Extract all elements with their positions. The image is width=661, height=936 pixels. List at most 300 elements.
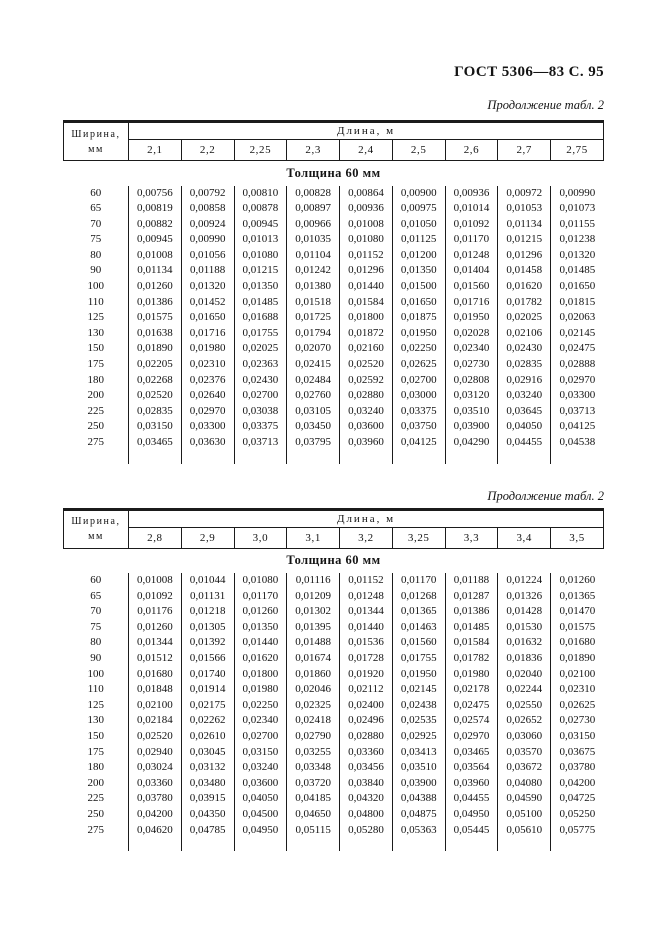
volume-value: 0,02025 [498, 310, 551, 326]
volume-value: 0,01485 [234, 295, 287, 311]
volume-value: 0,04500 [234, 807, 287, 823]
volume-value: 0,02880 [340, 729, 393, 745]
volume-value: 0,02835 [129, 404, 182, 420]
width-value: 65 [64, 589, 129, 605]
volume-value: 0,01008 [340, 217, 393, 233]
volume-value: 0,02106 [498, 326, 551, 342]
width-value: 150 [64, 729, 129, 745]
table-row [64, 776, 604, 792]
volume-value: 0,01152 [340, 248, 393, 264]
length-column-header: 2,6 [445, 140, 498, 161]
table-body [64, 186, 604, 464]
volume-value: 0,01980 [234, 682, 287, 698]
volume-value: 0,04725 [559, 792, 596, 805]
volume-value: 0,00945 [129, 232, 182, 248]
volume-value: 0,03375 [234, 419, 287, 435]
volume-value: 0,01728 [340, 651, 393, 667]
volume-value: 0,04800 [340, 807, 393, 823]
volume-value: 0,03840 [340, 776, 393, 792]
page-title: ГОСТ 5306—83 С. 95 [454, 64, 604, 80]
width-value: 180 [64, 373, 129, 389]
volume-value: 0,04950 [234, 823, 287, 839]
volume-value: 0,02888 [559, 358, 596, 371]
length-column-header: 2,25 [234, 140, 287, 161]
width-value: 70 [64, 217, 129, 233]
tail-cell [129, 838, 182, 851]
table-row [64, 760, 604, 776]
volume-value: 0,01260 [234, 604, 287, 620]
volume-value: 0,02100 [559, 667, 596, 680]
volume-value: 0,01518 [287, 295, 340, 311]
volume-value: 0,02535 [392, 713, 445, 729]
volume-value: 0,01950 [392, 667, 445, 683]
table-tail-row [64, 838, 604, 851]
volume-value: 0,02145 [392, 682, 445, 698]
volume-value: 0,01200 [392, 248, 445, 264]
width-value: 275 [64, 823, 129, 839]
volume-value: 0,03255 [287, 745, 340, 761]
dimension-table-2 [63, 508, 604, 852]
volume-value: 0,01296 [498, 248, 551, 264]
volume-value: 0,03000 [392, 388, 445, 404]
tail-cell [340, 451, 393, 464]
volume-value: 0,01575 [129, 310, 182, 326]
volume-value: 0,01440 [234, 635, 287, 651]
volume-value: 0,03713 [234, 435, 287, 451]
volume-value: 0,01458 [498, 263, 551, 279]
table-row [64, 620, 604, 636]
width-header [64, 509, 129, 548]
volume-value: 0,01530 [498, 620, 551, 636]
width-value: 100 [64, 279, 129, 295]
volume-value: 0,03132 [181, 760, 234, 776]
volume-value: 0,01755 [234, 326, 287, 342]
volume-value: 0,01215 [498, 232, 551, 248]
table-row [64, 404, 604, 420]
volume-value: 0,01920 [340, 667, 393, 683]
width-header-label: Ширина, [71, 128, 121, 140]
volume-value: 0,01008 [129, 573, 182, 589]
tail-cell [64, 838, 129, 851]
length-column-header: 3,5 [551, 527, 604, 548]
volume-value: 0,01452 [181, 295, 234, 311]
volume-value: 0,03465 [445, 745, 498, 761]
volume-value: 0,02325 [287, 698, 340, 714]
volume-value: 0,01134 [498, 217, 551, 233]
table-row [64, 589, 604, 605]
volume-value: 0,02700 [234, 388, 287, 404]
volume-value: 0,02438 [392, 698, 445, 714]
volume-value: 0,02046 [287, 682, 340, 698]
volume-value: 0,02250 [392, 341, 445, 357]
volume-value: 0,02640 [181, 388, 234, 404]
header-row-1 [64, 509, 604, 527]
volume-value: 0,01872 [340, 326, 393, 342]
volume-value: 0,05363 [392, 823, 445, 839]
tail-cell [234, 838, 287, 851]
volume-value: 0,02340 [234, 713, 287, 729]
table-row [64, 295, 604, 311]
thickness-title: Толщина 60 мм [286, 553, 381, 568]
width-value: 275 [64, 435, 129, 451]
width-value: 60 [64, 573, 129, 589]
volume-value: 0,01500 [392, 279, 445, 295]
volume-value: 0,01890 [559, 652, 596, 665]
volume-value: 0,03780 [559, 761, 596, 774]
volume-value: 0,01485 [559, 264, 596, 277]
volume-value: 0,04590 [498, 791, 551, 807]
length-column-header: 2,5 [392, 140, 445, 161]
volume-value: 0,01188 [445, 573, 498, 589]
volume-value: 0,04290 [445, 435, 498, 451]
table-row [64, 823, 604, 839]
volume-value: 0,01014 [445, 201, 498, 217]
volume-value: 0,01512 [129, 651, 182, 667]
volume-value: 0,05100 [498, 807, 551, 823]
volume-value: 0,02178 [445, 682, 498, 698]
volume-value: 0,05250 [559, 808, 596, 820]
volume-value: 0,01716 [445, 295, 498, 311]
table-row [64, 326, 604, 342]
volume-value: 0,00972 [498, 186, 551, 202]
tail-cell [498, 451, 551, 464]
thickness-title: Толщина 60 мм [286, 165, 381, 180]
volume-value: 0,01050 [392, 217, 445, 233]
volume-value: 0,01428 [498, 604, 551, 620]
volume-value: 0,01013 [234, 232, 287, 248]
length-column-header: 3,25 [392, 527, 445, 548]
volume-value: 0,00900 [392, 186, 445, 202]
volume-value: 0,01815 [559, 295, 596, 308]
table-row [64, 667, 604, 683]
volume-value: 0,01860 [287, 667, 340, 683]
width-value: 90 [64, 651, 129, 667]
volume-value: 0,02415 [287, 357, 340, 373]
volume-value: 0,01053 [498, 201, 551, 217]
table-row [64, 682, 604, 698]
width-value: 125 [64, 698, 129, 714]
tail-cell [287, 451, 340, 464]
volume-value: 0,02520 [340, 357, 393, 373]
table-row [64, 745, 604, 761]
volume-value: 0,00864 [340, 186, 393, 202]
volume-value: 0,02730 [445, 357, 498, 373]
volume-value: 0,00966 [287, 217, 340, 233]
volume-value: 0,01980 [181, 341, 234, 357]
volume-value: 0,01080 [340, 232, 393, 248]
volume-value: 0,01248 [445, 248, 498, 264]
table-row [64, 573, 604, 589]
volume-value: 0,03564 [445, 760, 498, 776]
length-header: Длина, м [129, 122, 604, 140]
volume-value: 0,02262 [181, 713, 234, 729]
volume-value: 0,01485 [445, 620, 498, 636]
volume-value: 0,04050 [498, 419, 551, 435]
volume-value: 0,04050 [234, 791, 287, 807]
volume-value: 0,01248 [340, 589, 393, 605]
length-column-header: 2,9 [181, 527, 234, 548]
volume-value: 0,00792 [181, 186, 234, 202]
volume-value: 0,04320 [340, 791, 393, 807]
volume-value: 0,04350 [181, 807, 234, 823]
volume-value: 0,02916 [498, 373, 551, 389]
volume-value: 0,01395 [287, 620, 340, 636]
volume-value: 0,05775 [559, 823, 596, 836]
volume-value: 0,03675 [559, 745, 596, 758]
volume-value: 0,00975 [392, 201, 445, 217]
volume-value: 0,03024 [129, 760, 182, 776]
table-row [64, 201, 604, 217]
volume-value: 0,03240 [498, 388, 551, 404]
tail-cell [445, 451, 498, 464]
table-row [64, 698, 604, 714]
volume-value: 0,01170 [392, 573, 445, 589]
volume-value: 0,03510 [392, 760, 445, 776]
width-value: 150 [64, 341, 129, 357]
width-value: 60 [64, 186, 129, 202]
volume-value: 0,01848 [129, 682, 182, 698]
table-row [64, 186, 604, 202]
volume-value: 0,01716 [181, 326, 234, 342]
volume-value: 0,02700 [392, 373, 445, 389]
width-value: 225 [64, 404, 129, 420]
volume-value: 0,02574 [445, 713, 498, 729]
volume-value: 0,01575 [559, 620, 596, 633]
volume-value: 0,03510 [445, 404, 498, 420]
width-value: 80 [64, 248, 129, 264]
tail-cell [129, 451, 182, 464]
volume-value: 0,05610 [498, 823, 551, 839]
tail-cell [392, 838, 445, 851]
table-section-2 [63, 489, 604, 852]
table-row [64, 341, 604, 357]
volume-value: 0,01674 [287, 651, 340, 667]
volume-value: 0,01404 [445, 263, 498, 279]
volume-value: 0,03900 [392, 776, 445, 792]
volume-value: 0,00882 [129, 217, 182, 233]
volume-value: 0,00819 [129, 201, 182, 217]
volume-value: 0,05115 [287, 823, 340, 839]
volume-value: 0,01344 [340, 604, 393, 620]
volume-value: 0,01302 [287, 604, 340, 620]
volume-value: 0,01584 [445, 635, 498, 651]
volume-value: 0,02310 [181, 357, 234, 373]
volume-value: 0,03915 [181, 791, 234, 807]
volume-value: 0,01650 [181, 310, 234, 326]
volume-value: 0,01344 [129, 635, 182, 651]
volume-value: 0,01326 [498, 589, 551, 605]
volume-value: 0,03480 [181, 776, 234, 792]
table-row [64, 635, 604, 651]
width-value: 200 [64, 776, 129, 792]
table-row [64, 279, 604, 295]
volume-value: 0,03960 [340, 435, 393, 451]
volume-value: 0,02475 [445, 698, 498, 714]
volume-value: 0,01800 [340, 310, 393, 326]
volume-value: 0,02880 [340, 388, 393, 404]
volume-value: 0,02925 [392, 729, 445, 745]
volume-value: 0,01238 [559, 233, 596, 246]
volume-value: 0,03600 [340, 419, 393, 435]
volume-value: 0,01725 [287, 310, 340, 326]
volume-value: 0,00936 [445, 186, 498, 202]
volume-value: 0,01320 [559, 248, 596, 261]
volume-value: 0,01488 [287, 635, 340, 651]
volume-value: 0,01800 [234, 667, 287, 683]
volume-value: 0,03150 [234, 745, 287, 761]
width-header-unit: мм [88, 531, 104, 543]
width-value: 130 [64, 326, 129, 342]
width-header-label: Ширина, [71, 516, 121, 528]
volume-value: 0,01386 [445, 604, 498, 620]
volume-value: 0,00756 [129, 186, 182, 202]
table-row [64, 373, 604, 389]
volume-value: 0,01104 [287, 248, 340, 264]
volume-value: 0,00897 [287, 201, 340, 217]
volume-value: 0,01035 [287, 232, 340, 248]
document-page [63, 64, 604, 851]
volume-value: 0,01836 [498, 651, 551, 667]
volume-value: 0,01470 [559, 605, 596, 618]
volume-value: 0,01650 [559, 280, 596, 293]
volume-value: 0,01008 [129, 248, 182, 264]
volume-value: 0,01782 [445, 651, 498, 667]
tail-cell [287, 838, 340, 851]
length-column-header: 2,8 [129, 527, 182, 548]
volume-value: 0,03045 [181, 745, 234, 761]
volume-value: 0,04125 [392, 435, 445, 451]
volume-value: 0,04455 [498, 435, 551, 451]
volume-value: 0,00828 [287, 186, 340, 202]
volume-value: 0,01080 [234, 573, 287, 589]
volume-value: 0,01632 [498, 635, 551, 651]
volume-value: 0,01242 [287, 263, 340, 279]
tail-cell [181, 451, 234, 464]
table-row [64, 232, 604, 248]
volume-value: 0,04125 [559, 420, 596, 433]
volume-value: 0,01386 [129, 295, 182, 311]
length-header: Длина, м [129, 509, 604, 527]
volume-value: 0,01566 [181, 651, 234, 667]
volume-value: 0,03672 [498, 760, 551, 776]
volume-value: 0,02376 [181, 373, 234, 389]
volume-value: 0,03300 [559, 389, 596, 402]
volume-value: 0,01620 [234, 651, 287, 667]
table-row [64, 388, 604, 404]
width-value: 100 [64, 667, 129, 683]
volume-value: 0,03240 [340, 404, 393, 420]
volume-value: 0,01560 [392, 635, 445, 651]
volume-value: 0,05445 [445, 823, 498, 839]
length-column-header: 3,0 [234, 527, 287, 548]
tail-cell [392, 451, 445, 464]
length-column-header: 2,1 [129, 140, 182, 161]
volume-value: 0,01224 [498, 573, 551, 589]
volume-value: 0,01080 [234, 248, 287, 264]
volume-value: 0,01914 [181, 682, 234, 698]
volume-value: 0,01950 [445, 310, 498, 326]
volume-value: 0,01782 [498, 295, 551, 311]
volume-value: 0,01188 [181, 263, 234, 279]
width-value: 125 [64, 310, 129, 326]
tail-cell [181, 838, 234, 851]
table-row [64, 791, 604, 807]
volume-value: 0,03570 [498, 745, 551, 761]
volume-value: 0,03795 [287, 435, 340, 451]
volume-value: 0,02592 [340, 373, 393, 389]
table-body [64, 573, 604, 851]
volume-value: 0,02700 [234, 729, 287, 745]
volume-value: 0,01350 [392, 263, 445, 279]
volume-value: 0,02940 [129, 745, 182, 761]
volume-value: 0,01152 [340, 573, 393, 589]
volume-value: 0,02340 [445, 341, 498, 357]
volume-value: 0,03780 [129, 791, 182, 807]
volume-value: 0,00878 [234, 201, 287, 217]
volume-value: 0,04650 [287, 807, 340, 823]
table-row [64, 357, 604, 373]
table-row [64, 217, 604, 233]
width-value: 180 [64, 760, 129, 776]
volume-value: 0,01536 [340, 635, 393, 651]
volume-value: 0,01350 [234, 279, 287, 295]
volume-value: 0,03375 [392, 404, 445, 420]
volume-value: 0,03360 [129, 776, 182, 792]
width-value: 175 [64, 357, 129, 373]
volume-value: 0,03465 [129, 435, 182, 451]
length-column-header: 2,2 [181, 140, 234, 161]
volume-value: 0,01740 [181, 667, 234, 683]
volume-value: 0,01296 [340, 263, 393, 279]
volume-value: 0,03413 [392, 745, 445, 761]
volume-value: 0,04185 [287, 791, 340, 807]
volume-value: 0,02970 [445, 729, 498, 745]
volume-value: 0,02970 [181, 404, 234, 420]
volume-value: 0,00936 [340, 201, 393, 217]
volume-value: 0,02310 [559, 683, 596, 696]
volume-value: 0,01044 [181, 573, 234, 589]
volume-value: 0,02550 [498, 698, 551, 714]
volume-value: 0,02760 [287, 388, 340, 404]
length-column-header: 2,7 [498, 140, 551, 161]
volume-value: 0,01260 [129, 279, 182, 295]
volume-value: 0,03240 [234, 760, 287, 776]
volume-value: 0,02484 [287, 373, 340, 389]
volume-value: 0,01260 [559, 574, 596, 587]
volume-value: 0,01268 [392, 589, 445, 605]
volume-value: 0,02790 [287, 729, 340, 745]
volume-value: 0,02100 [129, 698, 182, 714]
table-section-1 [63, 98, 604, 464]
volume-value: 0,03630 [181, 435, 234, 451]
volume-value: 0,03720 [287, 776, 340, 792]
width-value: 175 [64, 745, 129, 761]
volume-value: 0,01170 [234, 589, 287, 605]
table-row [64, 435, 604, 451]
volume-value: 0,01440 [340, 279, 393, 295]
volume-value: 0,01650 [392, 295, 445, 311]
continuation-note-1: Продолжение табл. 2 [487, 98, 604, 112]
volume-value: 0,02475 [559, 342, 596, 355]
volume-value: 0,01350 [234, 620, 287, 636]
volume-value: 0,01209 [287, 589, 340, 605]
table-row [64, 713, 604, 729]
volume-value: 0,01392 [181, 635, 234, 651]
width-value: 250 [64, 807, 129, 823]
volume-value: 0,03300 [181, 419, 234, 435]
volume-value: 0,01073 [559, 202, 596, 215]
table-row [64, 604, 604, 620]
